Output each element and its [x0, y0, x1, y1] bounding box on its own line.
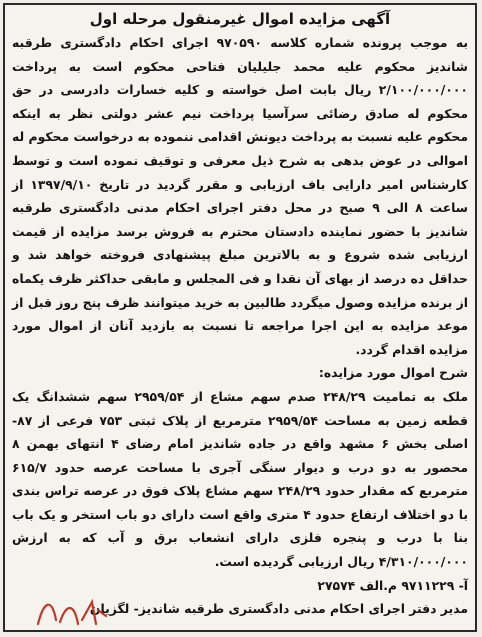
- red-ink-mark: [30, 590, 110, 630]
- notice-body: به موجب پرونده شماره کلاسه ۹۷۰۵۹۰ اجرای احکام دادگستری طرقبه شاندیز محکوم علیه محمد جلیلیان فتاحی محکوم است به پرداخت ۲/۱۰۰/۰۰۰/۰۰۰ ریال بابت اصل خواسته و کلیه خسارات دادرسی در حق محکوم له صادق رضائی سرآسیا پرداخت نیم عشر دولتی نظر به اینکه محکوم علیه نسبت به پرداخت دیونش اقدامی ننموده به درخواست محکوم له اموالی در عوض بدهی به شرح ذیل معرفی و توقیف نموده است و توسط کارشناس امیر دارایی باف ارزیابی و مقرر گردید در تاریخ ۱۳۹۷/۹/۱۰ از ساعت ۸ الی ۹ صبح در محل دفتر اجرای احکام مدنی دادگستری طرقبه شاندیز با حضور نماینده دادستان محترم به فروش برسد مزایده از قیمت ارزیابی شده شروع و به بالاترین مبلغ پیشنهادی فروخته خواهد شد و حداقل ده درصد از بهای آن نقدا و فی المجلس و مابقی حداکثر ظرف یکماه از برنده مزایده وصول میگردد طالبین به خرید میتوانند ظرف پنج روز قبل از موعد مزایده به این اجرا مراجعه تا نسبت به بازدید آنان از اموال مورد مزایده اقدام گردد.: [12, 35, 468, 357]
- auction-notice: [3, 3, 477, 632]
- property-heading: شرح اموال مورد مزایده:: [318, 365, 468, 381]
- notice-title: آگهی مزایده اموال غیرمنقول مرحله اول: [89, 10, 391, 28]
- signature-line: مدیر دفتر اجرای احکام مدنی دادگستری طرقبه شاندیز- لگزیان: [89, 601, 468, 617]
- property-description: ملک به تمامیت ۲۴۸/۲۹ صدم سهم مشاع از ۲۹۵۹/۵۴ سهم ششدانگ یک قطعه زمین به مساحت ۲۹۵۹/۵۴ مترمربع از پلاک ثبتی ۷۵۳ فرعی از ۸۷- اصلی بخش ۶ مشهد واقع در جاده شاندیز امام رضای ۴ انتهای بهمن ۸ محصور به دو درب و دیوار سنگی آجری با مساحت عرصه حدود ۶۱۵/۷ مترمربع که مقدار حدود ۲۴۸/۲۹ سهم مشاع پلاک فوق در عرصه تراس بندی با دو اختلاف ارتفاع حدود ۴ متری واقع است دارای دو باب استخر و یک باب بنا با درب و پنجره فلزی دارای انشعاب برق و آب که به ارزش ۴/۳۱۰/۰۰۰/۰۰۰ ریال ارزیابی گردیده است.: [12, 388, 469, 570]
- reference-line: آ- ۹۷۱۱۲۲۹ م.الف ۲۷۵۷۴: [317, 577, 468, 593]
